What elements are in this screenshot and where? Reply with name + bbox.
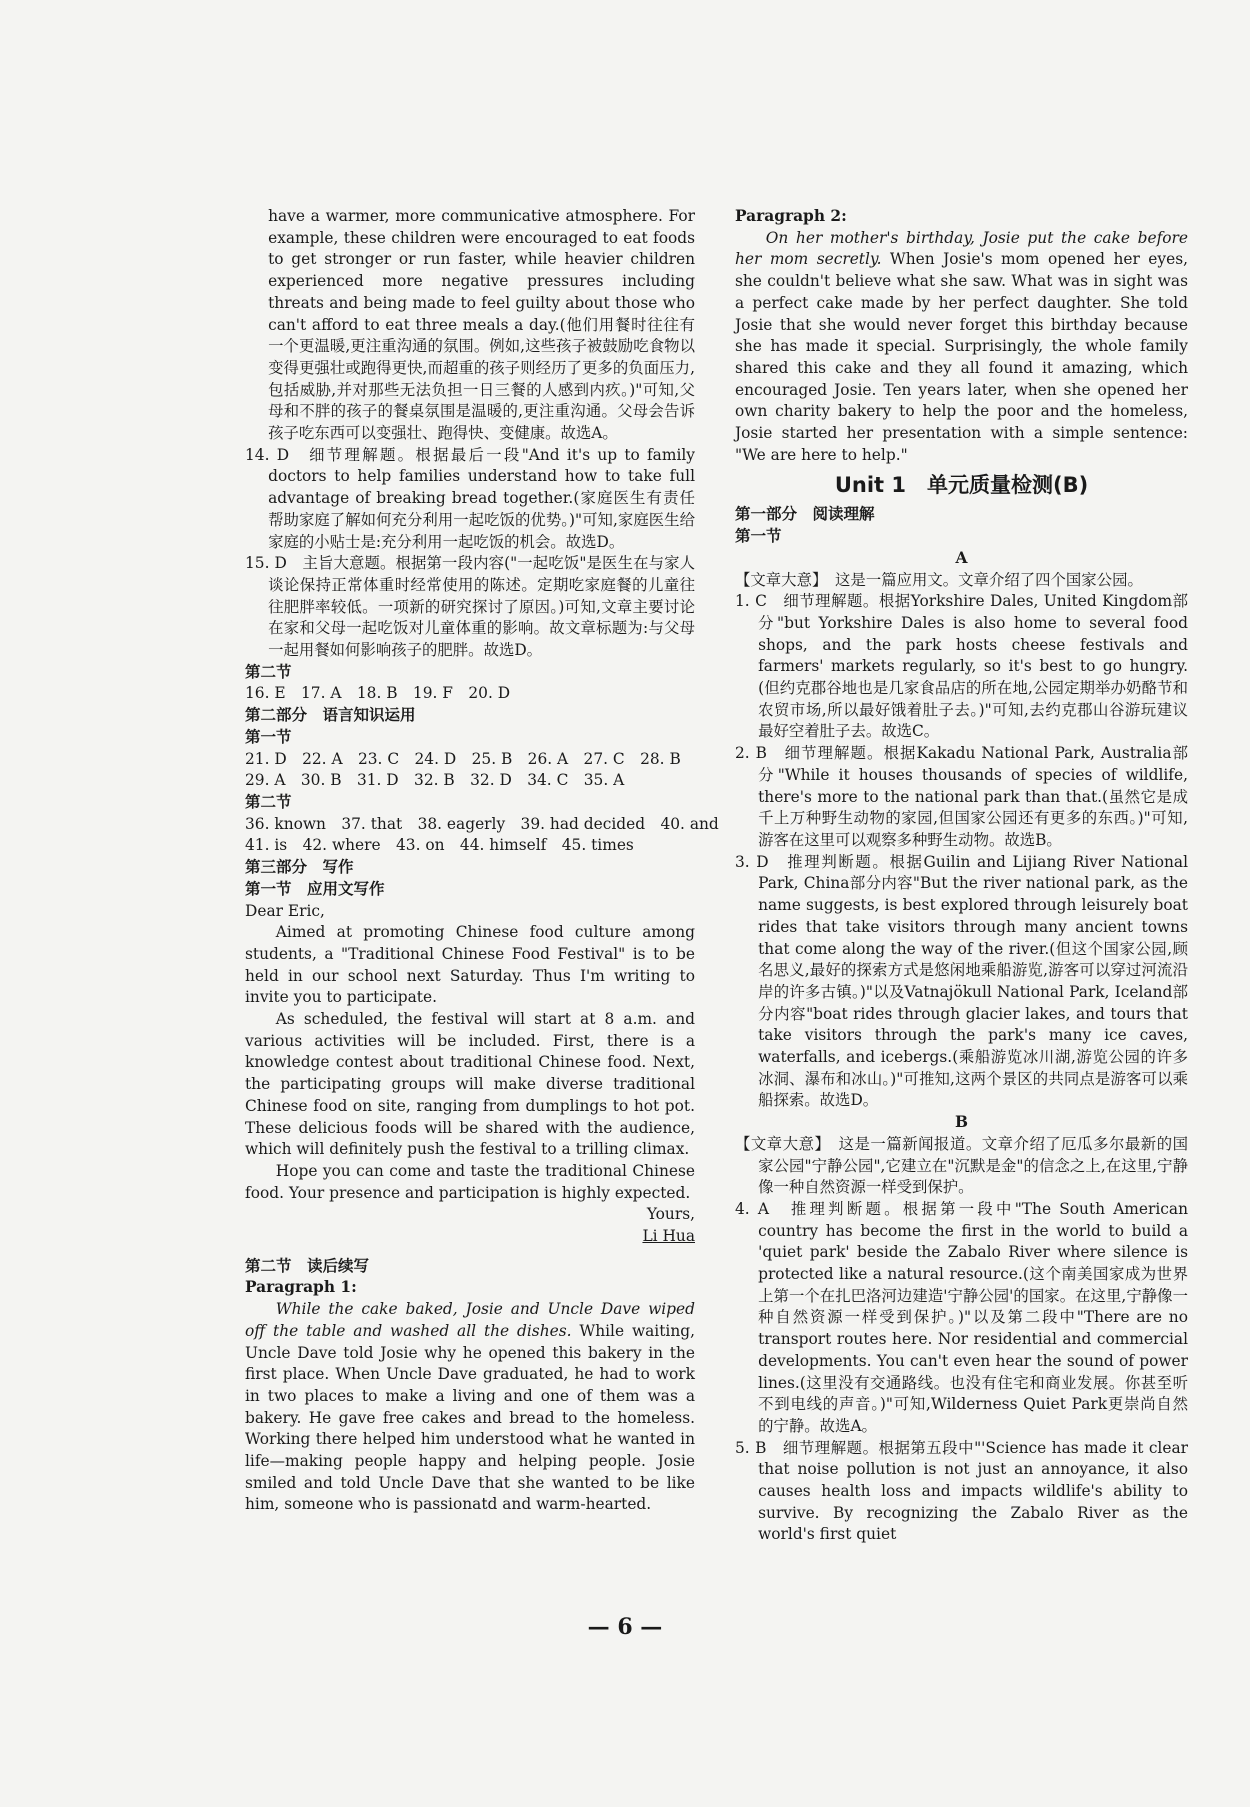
paragraph-2-text — [735, 228, 1188, 467]
answers-16-20: 16. E 17. A 18. B 19. F 20. D — [245, 684, 511, 703]
answers-21-28: 21. D 22. A 23. C 24. D 25. B 26. A 27. C 28. B — [245, 749, 681, 768]
letter-greeting: Dear Eric, — [245, 901, 325, 920]
paragraph-2-given-sentence: On her mother's birthday, Josie put the cake before her mom secretly. — [735, 228, 1188, 269]
answer-1: 1. C 细节理解题。根据Yorkshire Dales, United Kingdom部分"but Yorkshire Dales is also home to several food shops, and the park hosts cheese festivals and farmers' markets regularly, so it's best to go hungry.(但约克郡谷地也是几家食品店的所在地,公园定期举办奶酪节和农贸市场,所以最好饿着肚子去。)"可知,去约克郡山谷游玩建议最好空着肚子去。故选C。 — [735, 592, 1188, 741]
answer-15: 15. D 主旨大意题。根据第一段内容("一起吃饭"是医生在与家人谈论保持正常体重时经常使用的陈述。定期吃家庭餐的儿童往往肥胖率较低。一项新的研究探讨了原因。)可知,文章主要讨论在家和父母一起吃饭对儿童体重的影响。故文章标题为:与父母一起用餐如何影响孩子的肥胖。故选D。 — [245, 554, 695, 660]
page-number: — 6 — — [587, 1614, 663, 1640]
left-column — [245, 206, 719, 1516]
letter-paragraph-2: As scheduled, the festival will start at 8 a.m. and various activities will be included. First, there is a knowledge contest about traditional Chinese food. Next, the participating groups will make diverse traditional Chinese food on site, ranging from dumplings to hot pot. These delicious foods will be shared with the audience, which will definitely push the festival to a trilling climax. — [245, 1010, 695, 1159]
paragraph-2-label: Paragraph 2: — [735, 207, 847, 225]
passage-b-summary: 【文章大意】 这是一篇新闻报道。文章介绍了厄瓜多尔最新的国家公园"宁静公园",它建立在"沉默是金"的信念之上,在这里,宁静像一种自然资源一样受到保护。 — [735, 1134, 1188, 1197]
passage-b-label: B — [954, 1113, 968, 1132]
letter-paragraph-3: Hope you can come and taste the traditional Chinese food. Your presence and participation is highly expected. — [245, 1161, 695, 1202]
part-3-section-2-heading: 第二节 读后续写 — [245, 1256, 370, 1275]
part-3-heading: 第三部分 写作 — [245, 858, 354, 877]
part-2-heading: 第二部分 语言知识运用 — [245, 706, 416, 725]
part-1-heading: 第一部分 阅读理解 — [735, 505, 875, 524]
letter-closing: Yours, — [646, 1205, 695, 1224]
letter-paragraph-1: Aimed at promoting Chinese food culture among students, a "Traditional Chinese Food Festival" is to be held in our school next Saturday. Thus I'm writing to invite you to participate. — [245, 923, 695, 1007]
answer-3: 3. D 推理判断题。根据Guilin and Lijiang River National Park, China部分内容"But the river national park, as the name suggests, is best explored through leisurely boat rides that take visitors through many ancient towns that come along the way of the river.(但这个国家公园,顾名思义,最好的探索方式是悠闲地乘船游览,游客可以穿过河流沿岸的许多古镇。)"以及Vatnajökull National Park, Iceland部分内容"boat rides through glacier lakes, and tours that take visitors through the park's many ice caves, waterfalls, and icebergs.(乘船游览冰川湖,游览公园的许多冰洞、瀑布和冰山。)"可推知,这两个景区的共同点是游客可以乘船探索。故选D。 — [735, 852, 1188, 1110]
part-2-section-1-heading: 第一节 — [245, 727, 292, 746]
paragraph-2-continuation: When Josie's mom opened her eyes, she couldn't believe what she saw. What was in sight was a perfect cake made by her perfect daughter. She told Josie that she would never forget this birthday because she has made it special. Surprisingly, the whole family shared this cake and they all found it amazing, which encouraged Josie. Ten years later, when she opened her own charity bakery to help the poor and the homeless, Josie started her presentation with a simple sentence: "We are here to help." — [735, 250, 1189, 464]
answer-4: 4. A 推理判断题。根据第一段中"The South American country has become the first in the world to build a 'quiet park' beside the Zabalo River where silence is protected like a natural resource.(这个南美国家成为世界上第一个在扎巴洛河边建造'宁静公园'的国家。在这里,宁静像一种自然资源一样受到保护。)"以及第二段中"There are no transport routes here. Nor residential and commercial developments. You can't even hear the sound of power lines.(这里没有交通路线。也没有住宅和商业发展。你甚至听不到电线的声音。)"可知,Wilderness Quiet Park更崇尚自然的宁静。故选A。 — [735, 1199, 1188, 1435]
answer-14: 14. D 细节理解题。根据最后一段"And it's up to family doctors to help families understand how to take full advantage of breaking bread together.(家庭医生有责任帮助家庭了解如何充分利用一起吃饭的优势。)"可知,家庭医生给家庭的小贴士是:充分利用一起吃饭的机会。故选D。 — [245, 445, 695, 551]
paragraph-1-label: Paragraph 1: — [245, 1278, 357, 1297]
passage-a-summary: 【文章大意】 这是一篇应用文。文章介绍了四个国家公园。 — [735, 570, 1143, 589]
part-2-section-2-heading: 第二节 — [245, 792, 292, 811]
answers-36-40: 36. known 37. that 38. eagerly 39. had decided 40. and — [245, 814, 719, 833]
part-1-section-1-heading: 第一节 — [735, 527, 782, 546]
answer-2: 2. B 细节理解题。根据Kakadu National Park, Australia部分"While it houses thousands of species of wildlife, there's more to the national park than that.(虽然它是成千上万种野生动物的家园,但国家公园还有更多的东西。)"可知,游客在这里可以观察多种野生动物。故选B。 — [735, 744, 1188, 849]
section-2-heading: 第二节 — [245, 662, 292, 681]
letter-name: Li Hua — [642, 1227, 695, 1246]
answers-41-45: 41. is 42. where 43. on 44. himself 45. times — [245, 836, 634, 855]
right-column — [735, 206, 1188, 1546]
part-3-section-1-heading: 第一节 应用文写作 — [245, 879, 385, 898]
paragraph-1-given-sentence: While the cake baked, Josie and Uncle Dave wiped off the table and washed all the dishes. — [245, 1300, 695, 1340]
passage-a-label: A — [955, 548, 968, 567]
letter-signature — [245, 1226, 695, 1248]
answer-5: 5. B 细节理解题。根据第五段中"'Science has made it clear that noise pollution is not just an annoyance, it also causes health loss and impacts wildlife's ability to survive. By recognizing the Zabalo River as the world's first quiet — [735, 1438, 1188, 1544]
unit-title: Unit 1 单元质量检测(B) — [834, 473, 1089, 498]
paragraph-1-text — [245, 1299, 695, 1516]
answers-29-35: 29. A 30. B 31. D 32. B 32. D 34. C 35. A — [245, 771, 625, 790]
q13-continuation: have a warmer, more communicative atmosphere. For example, these children were encouraged to eat foods to get stronger or run faster, while heavier children experienced more negative pressures including threats and being made to feel guilty about those who can't afford to eat three meals a day.(他们用餐时往往有一个更温暖,更注重沟通的氛围。例如,这些孩子被鼓励吃食物以变得更强壮或跑得更快,而超重的孩子则经历了更多的负面压力,包括威胁,并对那些无法负担一日三餐的人感到内疚。)"可知,父母和不胖的孩子的餐桌氛围是温暖的,更注重沟通。父母会告诉孩子吃东西可以变强壮、跑得快、变健康。故选A。 — [268, 207, 695, 443]
paragraph-1-continuation: While waiting, Uncle Dave told Josie why he opened this bakery in the first place. When Uncle Dave graduated, he had to work in two places to make a living and one of them was a bakery. He gave free cakes and bread to the homeless. Working there helped him understood what he wanted in life—making people happy and helping people. Josie smiled and told Uncle Dave that she wanted to be like him, someone who is passionatd and warm-hearted. — [245, 1321, 695, 1514]
